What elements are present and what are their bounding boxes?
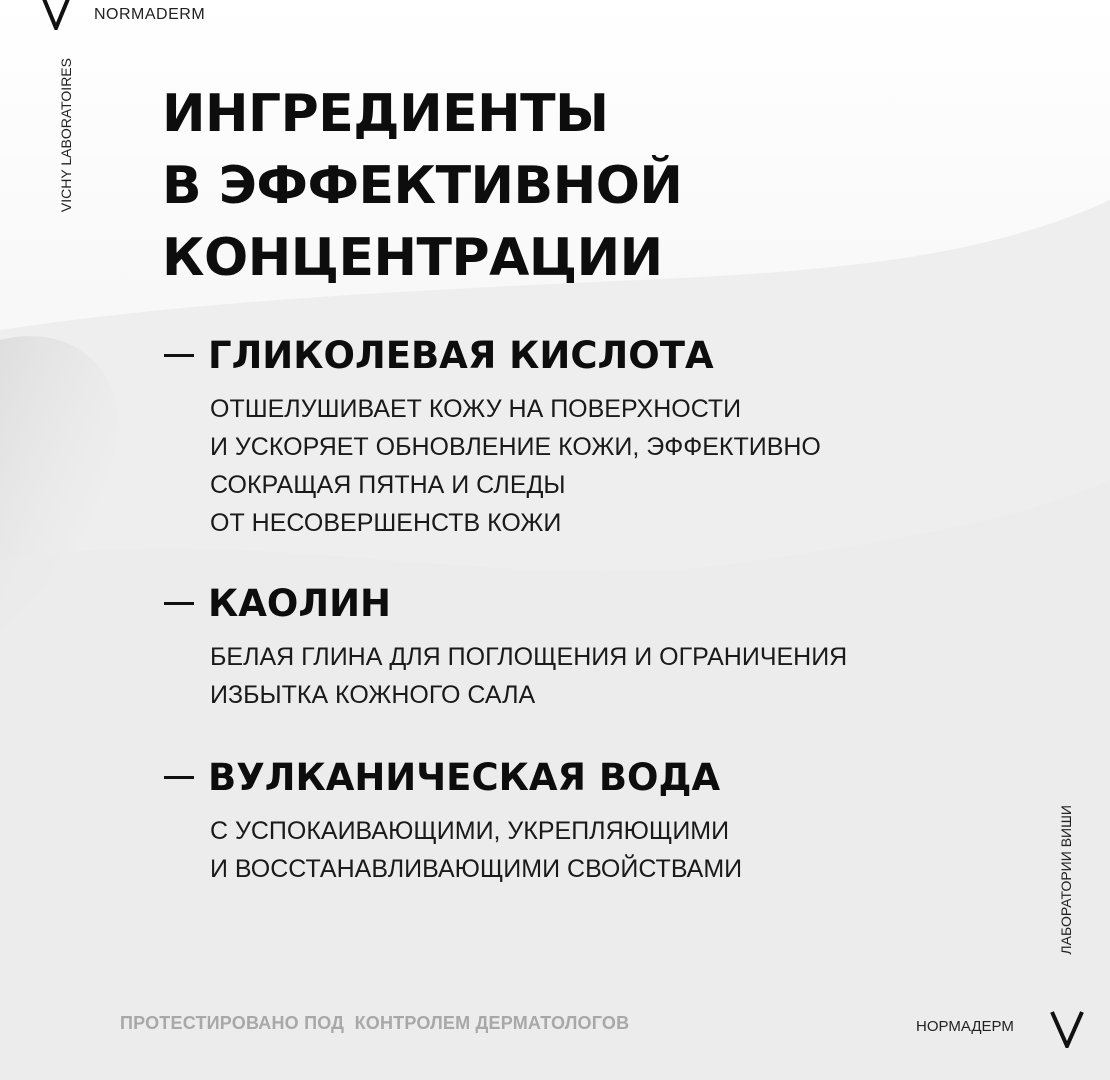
description-line: С УСПОКАИВАЮЩИМИ, УКРЕПЛЯЮЩИМИ (210, 817, 730, 845)
ingredient-description (210, 390, 821, 542)
title-line: ИНГРЕДИЕНТЫ (162, 84, 609, 144)
ingredient-title (164, 332, 821, 380)
ingredient-title-text: КАОЛИН (208, 582, 391, 625)
title-line: КОНЦЕНТРАЦИИ (162, 228, 663, 288)
ingredient-title (164, 754, 742, 802)
dash-icon (164, 354, 194, 357)
description-line: БЕЛАЯ ГЛИНА ДЛЯ ПОГЛОЩЕНИЯ И ОГРАНИЧЕНИЯ (210, 643, 848, 671)
vichy-v-logo-icon (40, 0, 72, 30)
ingredient-volcanic-water (164, 754, 742, 888)
ingredient-title (164, 580, 847, 628)
vichy-laboratories-russian-vertical-text: ЛАБОРАТОРИИ ВИШИ (1058, 805, 1074, 955)
ingredient-glycolic-acid (164, 332, 821, 542)
brand-bottom-label: НОРМАДЕРМ (916, 1018, 1014, 1035)
ingredient-description (210, 638, 847, 714)
ingredient-description (210, 812, 742, 888)
description-line: ОТШЕЛУШИВАЕТ КОЖУ НА ПОВЕРХНОСТИ (210, 395, 742, 423)
page-title (162, 78, 682, 294)
dash-icon (164, 776, 194, 779)
ingredient-title-text: ВУЛКАНИЧЕСКАЯ ВОДА (208, 756, 721, 799)
vichy-v-logo-icon (1050, 1010, 1084, 1048)
ingredient-kaolin (164, 580, 847, 714)
vichy-laboratoires-vertical-text: VICHY LABORATOIRES (58, 58, 74, 213)
dash-icon (164, 602, 194, 605)
brand-top-label: NORMADERM (94, 6, 206, 23)
description-line: СОКРАЩАЯ ПЯТНА И СЛЕДЫ (210, 471, 566, 499)
dermatologist-tested-note: ПРОТЕСТИРОВАНО ПОД КОНТРОЛЕМ ДЕРМАТОЛОГОВ (120, 1013, 630, 1033)
description-line: ИЗБЫТКА КОЖНОГО САЛА (210, 681, 536, 709)
title-line: В ЭФФЕКТИВНОЙ (162, 156, 683, 216)
description-line: ОТ НЕСОВЕРШЕНСТВ КОЖИ (210, 509, 562, 537)
ingredient-title-text: ГЛИКОЛЕВАЯ КИСЛОТА (208, 334, 714, 377)
description-line: И ВОССТАНАВЛИВАЮЩИМИ СВОЙСТВАМИ (210, 855, 743, 883)
description-line: И УСКОРЯЕТ ОБНОВЛЕНИЕ КОЖИ, ЭФФЕКТИВНО (210, 433, 821, 461)
